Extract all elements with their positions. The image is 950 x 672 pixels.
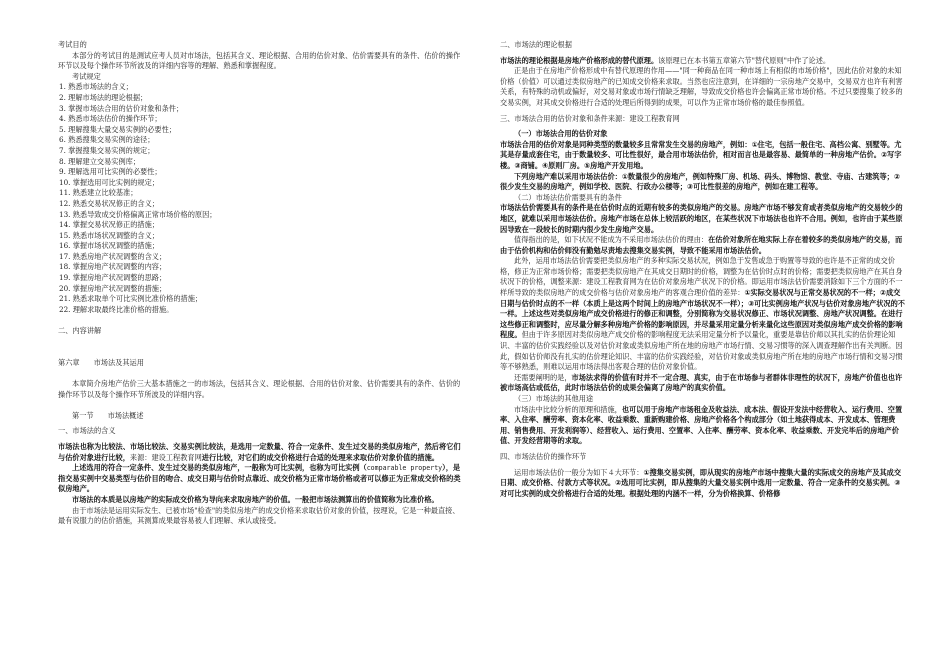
subsection-3b-paragraph-5 <box>500 373 905 394</box>
requirement-item: 12. 熟悉交易状况修正的含义； <box>59 198 159 208</box>
subsection-3b-p3-normal: 此外，运用市场法估价需要把类似房地产的多种实际交易状况，例如急于发售或急于购置等导致的也许是不正常的成交价格，修正为正常市场价格；需要把类似房地产在其成交日期时的价格，调整为在估价时点时的价格；需要把类似房地产在其自身状况下的价格，调整来源：建设工程教育网为在估价对象房地产状况下的价格。即运用市场法估价需要消除如下三个方面的不一样所导致的类似房地产的成交价格与估价对象房地产的客观合理价值的差异： <box>500 256 903 298</box>
subsection-4-bold-2: 根据处理的内涵不一样，分为价格换算、价格修 <box>629 488 781 498</box>
subsection-4-normal: 运用市场法估价一般分为如下４大环节： <box>514 467 644 477</box>
paragraph-2-bold: 上述选用的符合一定条件、发生过交易的类似房地产，一般称为可比实例，也称为可比实例（ <box>72 463 367 473</box>
subsection-3b-p3-bold: ①实际交易状况与正常交易状况的不一样；②成交日期与估价时点的不一样（本质上是这两个时间上的房地产市场状况不一样）；③可比实例房地产状况与估价对象房地产状况的不一样。上述这些对类似房地产成交价格进行的修正和调整，分别简称为交易状况修正、市场状况调整、房地产状况调整。在进行这些修正和调整时，应尽量分解多种房地产价格的影响原因，并尽量采用定量分析来量化这些原因对类似房地产成交价格的影响程度。 <box>500 288 905 340</box>
subsection-3c-bold: 也可以用于房地产市场租金及收益法、成本法、假设开发法中经营收入、运行费用、空置率、入住率、酬劳率、资本化率、收益乘数、重新购建价格、房地产价格各个构成部分（如土地获得成本、开发成本、管理费用、销售费用、开发利润等）、经营收入、运行费用、空置率、入住率、酬劳率、资本化率、收益乘数、开发完毕后的房地产价值、开发经营期等的求取。 <box>500 404 903 446</box>
section-title: 市场法概述 <box>107 410 144 420</box>
requirement-item: 13. 熟悉导致成交价格偏离正常市场价格的原因； <box>59 209 217 219</box>
subsection-2-bold: 市场法的理论根据是房地产价格形成的替代原理。 <box>500 55 659 65</box>
paragraph-2-english: comparable property <box>366 464 443 473</box>
watermark-source: 来源：建设工程教育网 <box>129 452 202 462</box>
subsection-3c-normal: 市场法中比较分析的原理和措施， <box>514 404 622 414</box>
requirement-item: 1. 熟悉市场法的含义； <box>59 82 133 92</box>
subsection-3c-title: （三）市场法的其他用途 <box>514 394 594 403</box>
subsection-2-normal: 该原理已在本书第五章第六节"替代原则"中作了论述。 <box>658 55 831 65</box>
right-column <box>500 40 905 499</box>
chapter-intro: 本章简介房地产估价三大基本措施之一的市场法，包括其含义、理论根据、合用的估价对象、估价需要具有的条件、估价的操作环节以及每个操作环节所波及的详细内容。 <box>58 379 461 399</box>
exam-goal-text: 本部分的考试目的是测试应考人员对市场法，包括其含义、理论根据、合用的估价对象、估价需要具有的条件、估价的操作环节以及每个操作环节所波及的详细内容等的理解、熟悉和掌握程度。 <box>58 50 461 71</box>
requirement-item: 6. 熟悉搜集交易实例的途径； <box>59 135 155 145</box>
chapter-title: 市场法及其运用 <box>93 357 144 367</box>
requirement-item: 9. 理解选用可比实例的必要性； <box>59 167 162 177</box>
left-column <box>58 40 463 527</box>
subsection-3b-p5-bold: 市场法求得的价值有时并不一定合理、真实，由于在市场参与者群体非理性的状况下，房地产价值也也许被市场高估或低估，此时市场法估价的成果会偏离了房地产的真实价值。 <box>500 372 903 393</box>
section-number: 第一节 <box>72 410 94 420</box>
subsection-3b-paragraph-2 <box>500 235 905 256</box>
subsection-2-paragraph-1 <box>500 56 905 67</box>
requirement-item: 8. 理解建立交易实例库； <box>59 156 141 166</box>
requirement-item: 21. 熟悉求取单个可比实例比准价格的措施； <box>59 294 203 304</box>
requirement-item: 17. 熟悉房地产状况调整的含义； <box>59 251 167 261</box>
requirement-item: 16. 掌握市场状况调整的措施； <box>59 241 159 251</box>
paragraph-1 <box>58 442 463 463</box>
subsection-2-title: 二、市场法的理论根据 <box>500 40 572 49</box>
paragraph-4: 由于市场法是运用实际发生、已被市场"检查"的类似房地产的成交价格来求取估价对象的价值，按理说，它是一种最直接、最有说服力的估价措施，其测算成果最容易被人们理解、承认或接受。 <box>58 505 460 526</box>
section-heading <box>58 411 463 422</box>
subsection-4-title: 四、市场法估价的操作环节 <box>500 451 587 461</box>
requirement-item: 7. 掌握搜集交易实例的规定； <box>59 145 155 155</box>
requirement-item: 3. 掌握市场法合用的估价对象和条件； <box>59 103 184 113</box>
subsection-3c-paragraph-1 <box>500 405 905 447</box>
requirement-item: 22. 理解求取最终比准价格的措施。 <box>59 304 174 314</box>
requirement-item: 18. 掌握房地产状况调整的内容； <box>59 262 167 272</box>
subsection-3b-p5-normal: 还需要阐明的是， <box>514 372 572 382</box>
requirement-item: 11. 熟悉建立比较基准； <box>59 188 138 198</box>
subsection-1-title: 一、市场法的含义 <box>58 426 116 436</box>
requirement-item: 20. 掌握房地产状况调整的措施； <box>59 283 167 293</box>
requirement-item: 4. 熟悉市场法估价的操作环节； <box>59 114 162 124</box>
subsection-3a-title: （一）市场法合用的估价对象 <box>514 129 608 139</box>
requirement-item: 10. 掌握选用可比实例的规定； <box>59 177 159 187</box>
subsection-3a-paragraph-1: 市场法合用的估价对象是同种类型的数量较多且常常发生交易的房地产，例如：①住宅，包括一般住宅、高档公寓、别墅等。尤其是存量成套住宅，由于数量较多、可比性很好，最合用市场法估价，相对而言也是最容易、最简单的一种房地产估价。②写字楼。③商铺。④原则厂房。⑤房地产开发用地。 <box>500 139 902 170</box>
subsection-3b-paragraph-1: 市场法估价需要具有的条件是在估价时点的近期有较多的类似房地产的交易。房地产市场不够发育或者类似房地产的交易较少的地区，就难以采用市场法估价。房地产市场在总体上较活跃的地区，在某些状况下市场法也也许不合用。例如，也许由于某些原因导致在一段较长的时期内很少发生房地产交易。 <box>500 203 903 234</box>
subsection-3b-paragraph-3 <box>500 256 905 373</box>
subsection-3a-paragraph-2: 下列房地产难以采用市场法估价：①数量很少的房地产，例如特殊厂房、机场、码头、博物馆、教堂、寺庙、古建筑等；②很少发生交易的房地产，例如学校、医院、行政办公楼等；③可比性很差的房地产，例如在建工程等。 <box>500 171 900 192</box>
subsection-3b-p2-bold: 在估价对象所在地实际上存在着较多的类似房地产的交易，而由于估价机构和估价师没有勤勉尽责地去搜集交易实例，导致不能采用市场法估价。 <box>500 235 903 255</box>
paragraph-1-bold-2: 进行比较，对它们的成交价格进行合适的处理来求取估价对象价值的措施。 <box>201 452 439 462</box>
requirements-list <box>58 82 463 315</box>
requirement-item: 2. 理解市场法的理论根据； <box>59 92 148 102</box>
exam-goal-title: 考试目的 <box>58 40 87 49</box>
requirement-item: 5. 理解搜集大量交易实例的必要性； <box>59 124 176 134</box>
subsection-3b-p4: 但由于许多原因对类似房地产成交价格的影响程度无法采用定量分析予以量化，重要是靠估价师以其扎实的估价理论知识、丰富的估价实践经验以及对估价对象或类似房地产所在地的房地产市场行情、交易习惯等的深入调查理解作出有关判断。因此，假如估价师没有扎实的估价理论知识、丰富的估价实践经验，对估价对象或类似房地产所在地的房地产市场行情和交易习惯等不够熟悉，则难以运用市场法得出客观合理的估价对象价值。 <box>500 330 903 372</box>
subsection-3-title: 三、市场法合用的估价对象和条件来源：建设工程教育网 <box>500 113 680 123</box>
paragraph-3: 市场法的本质是以房地产的实际成交价格为导向来求取房地产的价值。一般把市场法测算出的价值简称为比准价格。 <box>72 494 439 504</box>
subsection-4-bold: ①搜集交易实例，即从现实的房地产市场中搜集大量的实际成交的房地产及其成交日期、成交价格、付款方式等状况。②选用可比实例，即从搜集的大量交易实例中选用一定数量、符合一定条件的交易实例。③对可比实例的成交价格进行合适的处理。 <box>500 467 902 498</box>
paragraph-2-bold-2: ），是指交易实例中交易类型与估价目的吻合、成交日期与估价时点靠近、成交价格为正常市场价格或者可以修正为正常成交价格的类似房地产。 <box>58 463 461 494</box>
requirement-item: 14. 掌握交易状况修正的措施； <box>59 220 159 230</box>
content-title: 二、内容讲解 <box>58 326 102 336</box>
requirement-item: 15. 熟悉市场状况调整的含义； <box>59 230 159 240</box>
chapter-heading <box>58 358 463 369</box>
requirements-title: 考试规定 <box>72 71 101 81</box>
chapter-number: 第六章 <box>58 357 80 367</box>
subsection-2-paragraph-2: 正是由于在房地产价格形成中有替代原理的作用——"同一种商品在同一种市场上有相似的市场价格"，因此估价对象的未知价格（价值）可以通过类似房地产的已知成交价格来求取。当然也应注意到，在详细的一宗房地产交易中，交易双方也许有利害关系，有特殊的动机或偏好，对交易对象或市场行情缺乏理解，导致成交价格也许会偏离正常市场价格。不过只要搜集了较多的交易实例，对其成交价格进行合适的处理后所得到的成果，可以作为正常市场价格的最佳参照值。 <box>500 66 903 107</box>
requirement-item: 19. 掌握房地产状况调整的思路； <box>59 273 167 283</box>
subsection-3b-title: （二）市场法估价需要具有的条件 <box>514 192 622 202</box>
paragraph-1-bold: 市场法也称为比较法、市场比较法、交易实例比较法，是选用一定数量、符合一定条件、发生过交易的类似房地产，然后将它们与估价对象进行比较， <box>58 441 461 462</box>
paragraph-2 <box>58 463 463 495</box>
subsection-3b-p2-normal: 值得指出的是，如下状况不能成为不采用市场法估价的理由： <box>514 235 709 245</box>
subsection-4-paragraph-1 <box>500 468 905 500</box>
